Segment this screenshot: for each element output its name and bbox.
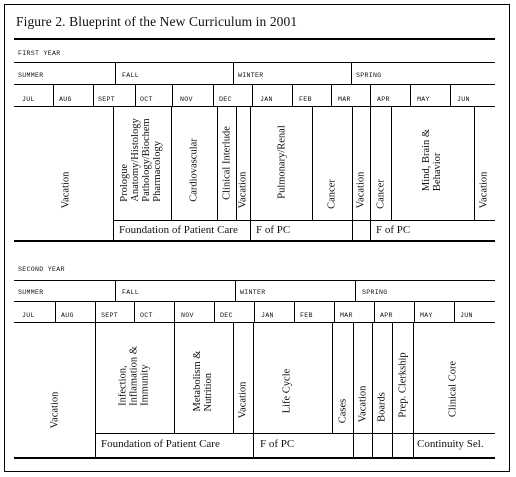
fy-month-jun: JUN — [457, 96, 470, 103]
sy-month-div — [454, 301, 455, 322]
fy-block-vacation-2: Vacation — [237, 171, 249, 209]
sy-footer-foundation: Foundation of Patient Care — [101, 438, 220, 450]
title-rule — [14, 38, 495, 40]
fy-month-aug: AUG — [59, 96, 72, 103]
sy-month-oct: OCT — [140, 312, 153, 319]
fy-block-vacation-3: Vacation — [355, 171, 367, 209]
fy-month-mar: MAR — [338, 96, 351, 103]
sy-block-div — [372, 322, 373, 457]
sy-month-sept: SEPT — [101, 312, 119, 319]
sy-block-div — [413, 322, 414, 457]
fy-season-div-2 — [233, 62, 234, 84]
fy-month-div — [53, 84, 54, 106]
fy-bottom-rule — [14, 240, 495, 242]
sy-month-div — [214, 301, 215, 322]
sy-month-div — [414, 301, 415, 322]
sy-month-may: MAY — [420, 312, 433, 319]
fy-month-div — [135, 84, 136, 106]
fy-month-div — [252, 84, 253, 106]
fy-footer-fpc-1: F of PC — [256, 224, 291, 236]
fy-rule-3 — [14, 106, 495, 107]
fy-block-mind-brain: Mind, Brain & Behavior — [421, 128, 443, 192]
second-year-label: SECOND YEAR — [18, 266, 65, 273]
sy-block-div — [353, 322, 354, 457]
fy-block-vacation-4: Vacation — [478, 171, 490, 209]
fy-block-clinical-interlude: Clinical Interlude — [221, 126, 233, 200]
sy-month-div — [95, 301, 96, 322]
sy-block-metabolism: Metabolism & Nutrition — [192, 350, 214, 412]
sy-block-div — [95, 322, 96, 457]
fy-month-div — [172, 84, 173, 106]
sy-month-div — [174, 301, 175, 322]
fy-block-cardiovascular: Cardiovascular — [188, 138, 200, 202]
sy-block-cases: Cases — [337, 398, 349, 424]
fy-block-div — [474, 106, 475, 220]
sy-month-nov: NOV — [181, 312, 194, 319]
fy-month-jan: JAN — [260, 96, 273, 103]
sy-month-div — [374, 301, 375, 322]
fy-month-div — [370, 84, 371, 106]
sy-month-jan: JAN — [261, 312, 274, 319]
figure-title: Figure 2. Blueprint of the New Curriculum in 2001 — [16, 14, 298, 29]
sy-block-infection: Infection, Inflamation & Immunity — [117, 346, 151, 406]
fy-season-div-3 — [351, 62, 352, 84]
sy-rule-3 — [14, 322, 495, 323]
fy-block-cancer-2: Cancer — [375, 179, 387, 209]
sy-block-vacation-1: Vacation — [49, 391, 61, 429]
sy-month-jun: JUN — [460, 312, 473, 319]
fy-season-summer: SUMMER — [18, 72, 44, 79]
fy-block-pulmonary-renal: Pulmonary/Renal — [276, 125, 288, 199]
sy-block-prep-clerkship: Prep. Clerkship — [397, 352, 409, 418]
sy-block-div — [332, 322, 333, 433]
sy-bottom-rule — [14, 457, 495, 459]
sy-month-div — [334, 301, 335, 322]
fy-rule-1 — [14, 62, 495, 63]
sy-month-aug: AUG — [61, 312, 74, 319]
fy-block-vacation-1: Vacation — [60, 171, 72, 209]
sy-month-div — [134, 301, 135, 322]
sy-block-div — [392, 322, 393, 457]
fy-month-div — [450, 84, 451, 106]
sy-month-dec: DEC — [220, 312, 233, 319]
fy-month-div — [410, 84, 411, 106]
sy-month-apr: APR — [380, 312, 393, 319]
fy-month-div — [292, 84, 293, 106]
sy-season-div-1 — [115, 280, 116, 301]
sy-season-div-2 — [235, 280, 236, 301]
fy-block-prologue: Prologue Anatomy/Histology Pathology/Biochem Pharmacology — [119, 118, 163, 202]
sy-season-winter: WINTER — [240, 289, 266, 296]
first-year-label: FIRST YEAR — [18, 50, 61, 57]
sy-season-div-3 — [355, 280, 356, 301]
sy-season-summer: SUMMER — [18, 289, 44, 296]
sy-block-clinical-core: Clinical Core — [447, 360, 459, 418]
sy-month-jul: JUL — [22, 312, 35, 319]
sy-footer-fpc: F of PC — [260, 438, 295, 450]
fy-month-jul: JUL — [22, 96, 35, 103]
fy-month-sept: SEPT — [98, 96, 116, 103]
sy-block-vacation-3: Vacation — [357, 385, 369, 423]
sy-month-mar: MAR — [340, 312, 353, 319]
sy-season-fall: FALL — [122, 289, 140, 296]
fy-month-apr: APR — [377, 96, 390, 103]
sy-block-boards: Boards — [376, 392, 388, 422]
sy-month-div — [294, 301, 295, 322]
sy-season-spring: SPRING — [362, 289, 388, 296]
fy-season-div-1 — [115, 62, 116, 84]
fy-month-nov: NOV — [180, 96, 193, 103]
sy-block-life-cycle: Life Cycle — [281, 368, 293, 414]
fy-block-div — [171, 106, 172, 220]
sy-footer-continuity: Continuity Sel. — [417, 438, 484, 450]
fy-month-div — [331, 84, 332, 106]
fy-month-div — [213, 84, 214, 106]
fy-rule-4 — [113, 220, 495, 221]
fy-month-may: MAY — [417, 96, 430, 103]
fy-season-fall: FALL — [122, 72, 140, 79]
fy-month-feb: FEB — [299, 96, 312, 103]
fy-block-div — [217, 106, 218, 220]
sy-block-div — [233, 322, 234, 433]
fy-block-div — [312, 106, 313, 220]
fy-month-div — [93, 84, 94, 106]
fy-month-dec: DEC — [219, 96, 232, 103]
sy-month-div — [55, 301, 56, 322]
fy-month-oct: OCT — [140, 96, 153, 103]
fy-footer-foundation: Foundation of Patient Care — [119, 224, 238, 236]
sy-block-div — [174, 322, 175, 433]
sy-block-vacation-2: Vacation — [237, 381, 249, 419]
sy-month-div — [254, 301, 255, 322]
fy-season-winter: WINTER — [238, 72, 264, 79]
sy-rule-4 — [95, 433, 495, 434]
sy-rule-1 — [14, 280, 495, 281]
fy-block-cancer-1: Cancer — [326, 179, 338, 209]
sy-block-div — [253, 322, 254, 457]
fy-footer-fpc-2: F of PC — [376, 224, 411, 236]
sy-month-feb: FEB — [300, 312, 313, 319]
fy-block-div — [391, 106, 392, 220]
fy-season-spring: SPRING — [356, 72, 382, 79]
fy-rule-2 — [14, 84, 495, 85]
